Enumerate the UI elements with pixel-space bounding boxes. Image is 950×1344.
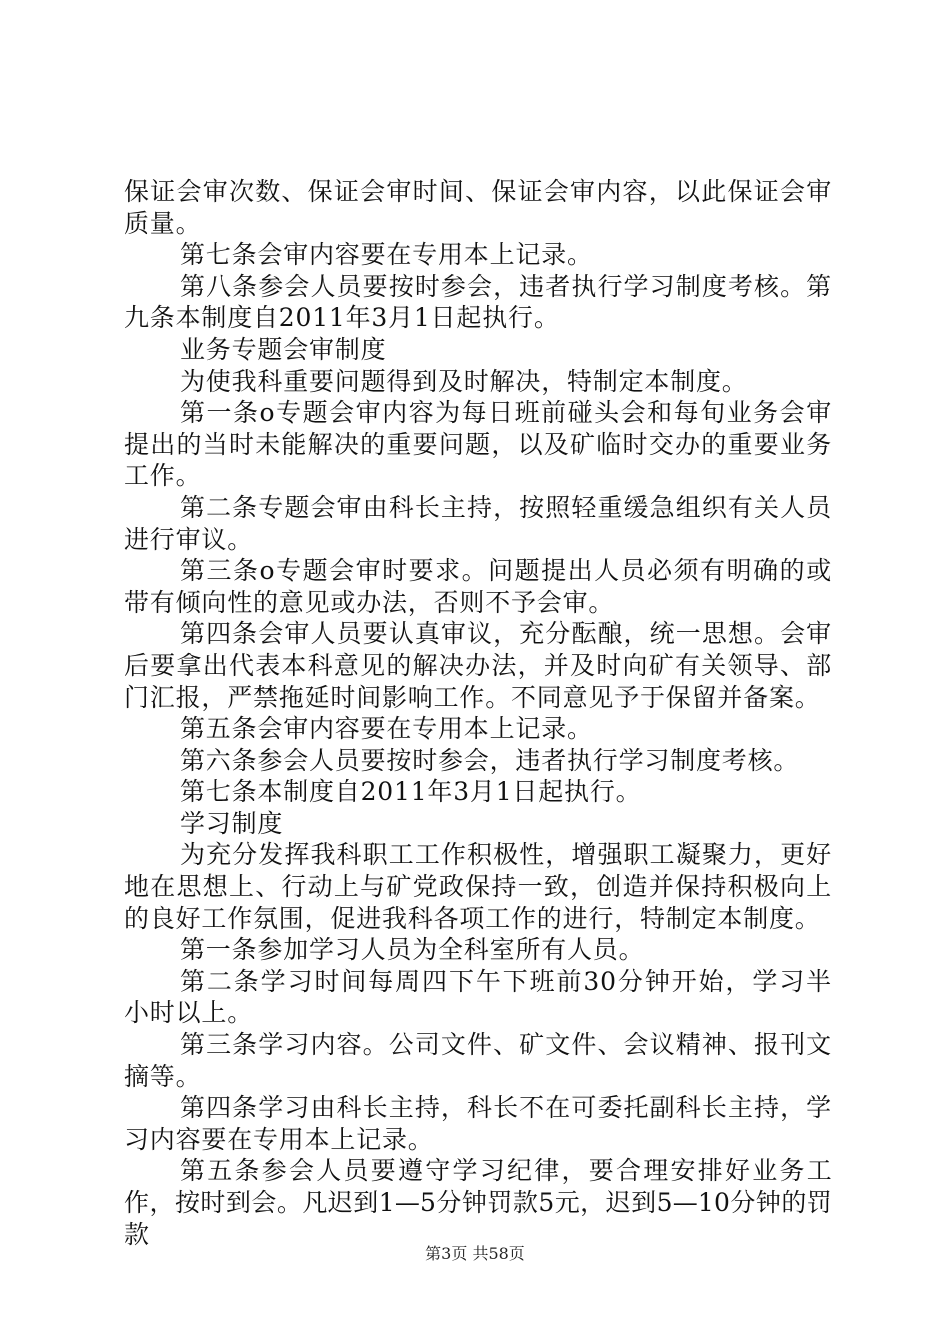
paragraph-article-8-9: 第八条参会人员要按时参会，违者执行学习制度考核。第九条本制度自2011年3月1日起执行。 (124, 271, 832, 333)
paragraph-intro-study: 为充分发挥我科职工工作积极性，增强职工凝聚力，更好地在思想上、行动上与矿党政保持一致，创造并保持积极向上的良好工作氛围，促进我科各项工作的进行，特制定本制度。 (124, 840, 832, 933)
paragraph-continuation: 保证会审次数、保证会审时间、保证会审内容，以此保证会审质量。 (124, 177, 832, 238)
paragraph-study-article-3: 第三条学习内容。公司文件、矿文件、会议精神、报刊文摘等。 (124, 1030, 832, 1091)
document-body (124, 176, 832, 1250)
paragraph-article-4: 第四条会审人员要认真审议，充分酝酿，统一思想。会审后要拿出代表本科意见的解决办法，并及时向矿有关领导、部门汇报，严禁拖延时间影响工作。不同意见予于保留并备案。 (124, 619, 832, 712)
section-heading-study: 学习制度 (180, 808, 284, 838)
page-footer (0, 1244, 950, 1264)
paragraph-article-3: 第三条o专题会审时要求。问题提出人员必须有明确的或带有倾向性的意见或办法，否则不予会审。 (124, 556, 832, 617)
paragraph-article-5: 第五条会审内容要在专用本上记录。 (180, 714, 593, 744)
section-heading-special-review: 业务专题会审制度 (180, 334, 387, 364)
paragraph-article-7: 第七条会审内容要在专用本上记录。 (180, 240, 593, 270)
paragraph-article-2: 第二条专题会审由科长主持，按照轻重缓急组织有关人员进行审议。 (124, 492, 832, 554)
paragraph-study-article-2: 第二条学习时间每周四下午下班前30分钟开始，学习半小时以上。 (124, 966, 832, 1028)
paragraph-article-6: 第六条参会人员要按时参会，违者执行学习制度考核。 (180, 745, 800, 775)
paragraph-intro-special-review: 为使我科重要问题得到及时解决，特制定本制度。 (180, 366, 748, 396)
paragraph-article-7-effective: 第七条本制度自2011年3月1日起执行。 (180, 777, 642, 807)
paragraph-study-article-4: 第四条学习由科长主持，科长不在可委托副科长主持，学习内容要在专用本上记录。 (124, 1093, 832, 1154)
page-number-label: 第3页 共58页 (425, 1244, 525, 1263)
paragraph-study-article-1: 第一条参加学习人员为全科室所有人员。 (180, 935, 645, 965)
paragraph-study-article-5: 第五条参会人员要遵守学习纪律，要合理安排好业务工作，按时到会。凡迟到1—5分钟罚款5元，迟到5—10分钟的罚款 (124, 1156, 832, 1249)
paragraph-article-1: 第一条o专题会审内容为每日班前碰头会和每旬业务会审提出的当时未能解决的重要问题，以及矿临时交办的重要业务工作。 (124, 398, 832, 491)
